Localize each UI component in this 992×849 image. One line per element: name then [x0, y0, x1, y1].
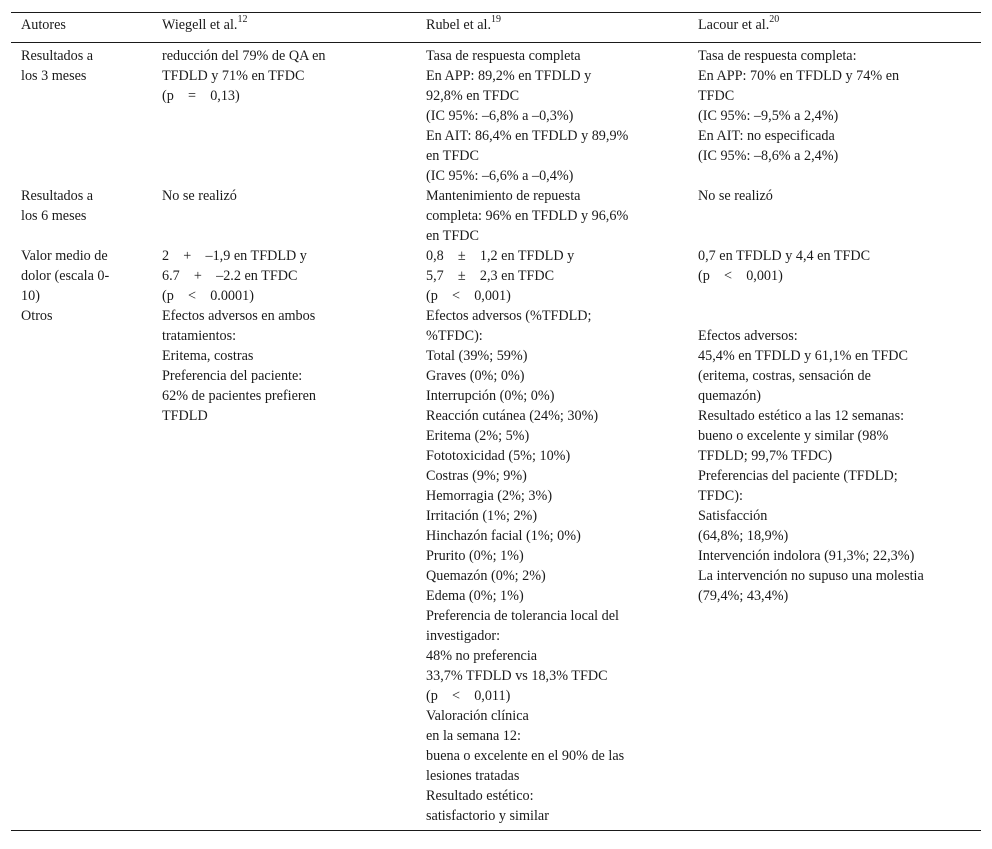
cell-line: TFDLD y 71% en TFDC [162, 68, 305, 84]
cell-line: 48% no preferencia [426, 648, 538, 664]
cell-line: (p < 0.0001) [162, 288, 254, 304]
cell-line: 33,7% TFDLD vs 18,3% TFDC [426, 668, 608, 684]
cell-line: En AIT: 86,4% en TFDLD y 89,9% [426, 128, 629, 144]
ref-superscript: 20 [769, 14, 780, 26]
cell-line: (p < 0,001) [698, 268, 783, 284]
header-lacour: Lacour et al.$^{20}$ [688, 13, 981, 43]
cell-line: Resultados a [21, 188, 94, 204]
lacour-cell [688, 246, 981, 306]
table-row [11, 246, 981, 306]
cell-line: investigador: [426, 628, 501, 644]
cell-line: Eritema (2%; 5%) [426, 428, 530, 444]
cell-line: La intervención no supuso una molestia [698, 568, 924, 584]
wiegell-cell [152, 246, 416, 306]
cell-line: en TFDC [426, 228, 479, 244]
cell-line: Tasa de respuesta completa: [698, 48, 857, 64]
cell-line: 62% de pacientes prefieren [162, 388, 317, 404]
cell-line: TFDLD [162, 408, 208, 424]
cell-line: En AIT: no especificada [698, 128, 835, 144]
cell-line: %TFDC): [426, 328, 483, 344]
cell-line: buena o excelente en el 90% de las [426, 748, 625, 764]
cell-line: Eritema, costras [162, 348, 254, 364]
header-row [11, 13, 981, 43]
cell-line: Tasa de respuesta completa [426, 48, 581, 64]
cell-line: bueno o excelente y similar (98% [698, 428, 889, 444]
cell-line: Costras (9%; 9%) [426, 468, 527, 484]
lacour-cell [688, 186, 981, 246]
row-label-cell [11, 306, 152, 831]
cell-line: No se realizó [698, 188, 773, 204]
lacour-cell [688, 306, 981, 831]
cell-line: TFDC): [698, 488, 743, 504]
row-label-cell [11, 186, 152, 246]
table-row [11, 43, 981, 187]
cell-line: dolor (escala 0- [21, 268, 110, 284]
cell-line: Satisfacción [698, 508, 768, 524]
cell-line: Hinchazón facial (1%; 0%) [426, 528, 581, 544]
cell-line: reducción del 79% de QA en [162, 48, 326, 64]
cell-line: (IC 95%: –6,6% a –0,4%) [426, 168, 574, 184]
cell-line: TFDLD; 99,7% TFDC) [698, 448, 833, 464]
header-autores: Autores [11, 13, 152, 43]
cell-line: tratamientos: [162, 328, 237, 344]
cell-line: Resultado estético: [426, 788, 534, 804]
wiegell-cell [152, 306, 416, 831]
rubel-cell [416, 43, 688, 187]
cell-line: Prurito (0%; 1%) [426, 548, 524, 564]
cell-line: Otros [21, 308, 53, 324]
cell-line: Quemazón (0%; 2%) [426, 568, 546, 584]
cell-line: los 3 meses [21, 68, 87, 84]
header-rubel: Rubel et al.$^{19}$ [416, 13, 688, 43]
cell-line: en TFDC [426, 148, 479, 164]
cell-line: quemazón) [698, 388, 762, 404]
cell-line: satisfactorio y similar [426, 808, 549, 824]
cell-line: completa: 96% en TFDLD y 96,6% [426, 208, 629, 224]
row-label-cell [11, 43, 152, 187]
cell-line: 6.7 + –2.2 en TFDC [162, 268, 298, 284]
cell-line: (eritema, costras, sensación de [698, 368, 871, 384]
cell-line: Hemorragia (2%; 3%) [426, 488, 553, 504]
cell-line: Preferencias del paciente (TFDLD; [698, 468, 898, 484]
cell-line: (IC 95%: –9,5% a 2,4%) [698, 108, 839, 124]
cell-line [698, 306, 975, 326]
cell-line: (IC 95%: –8,6% a 2,4%) [698, 148, 839, 164]
cell-line: (p < 0,001) [426, 288, 511, 304]
cell-line: Preferencia del paciente: [162, 368, 303, 384]
cell-line: Valor medio de [21, 248, 108, 264]
cell-line: 5,7 ± 2,3 en TFDC [426, 268, 555, 284]
cell-line: Reacción cutánea (24%; 30%) [426, 408, 599, 424]
cell-line: lesiones tratadas [426, 768, 520, 784]
row-label-cell [11, 246, 152, 306]
cell-line: (64,8%; 18,9%) [698, 528, 789, 544]
cell-line: Efectos adversos: [698, 328, 798, 344]
cell-line: En APP: 89,2% en TFDLD y [426, 68, 592, 84]
comparison-table [11, 12, 981, 831]
cell-line: 10) [21, 288, 40, 304]
cell-line: (p = 0,13) [162, 88, 240, 104]
cell-line: Fototoxicidad (5%; 10%) [426, 448, 571, 464]
cell-line: TFDC [698, 88, 735, 104]
cell-line: En APP: 70% en TFDLD y 74% en [698, 68, 900, 84]
rubel-cell [416, 246, 688, 306]
rubel-cell [416, 186, 688, 246]
cell-line: Preferencia de tolerancia local del [426, 608, 619, 624]
cell-line: 45,4% en TFDLD y 61,1% en TFDC [698, 348, 908, 364]
cell-line: Edema (0%; 1%) [426, 588, 524, 604]
cell-line: Irritación (1%; 2%) [426, 508, 538, 524]
cell-line: los 6 meses [21, 208, 87, 224]
cell-line: Graves (0%; 0%) [426, 368, 525, 384]
cell-line: Resultado estético a las 12 semanas: [698, 408, 905, 424]
rubel-cell [416, 306, 688, 831]
ref-superscript: 12 [237, 14, 248, 26]
cell-line: Total (39%; 59%) [426, 348, 528, 364]
cell-line: Interrupción (0%; 0%) [426, 388, 555, 404]
cell-line: 0,7 en TFDLD y 4,4 en TFDC [698, 248, 871, 264]
cell-line: 92,8% en TFDC [426, 88, 520, 104]
cell-line: 0,8 ± 1,2 en TFDLD y [426, 248, 575, 264]
cell-line: Resultados a [21, 48, 94, 64]
header-wiegell: Wiegell et al.$^{12}$ [152, 13, 416, 43]
cell-line: No se realizó [162, 188, 237, 204]
cell-line: Efectos adversos (%TFDLD; [426, 308, 592, 324]
ref-superscript: 19 [491, 14, 502, 26]
wiegell-cell [152, 43, 416, 187]
cell-line: Valoración clínica [426, 708, 529, 724]
table-row [11, 186, 981, 246]
table-row [11, 306, 981, 831]
cell-line: (IC 95%: –6,8% a –0,3%) [426, 108, 574, 124]
cell-line: (p < 0,011) [426, 688, 511, 704]
cell-line: Mantenimiento de repuesta [426, 188, 581, 204]
lacour-cell [688, 43, 981, 187]
cell-line: Efectos adversos en ambos [162, 308, 316, 324]
cell-line: (79,4%; 43,4%) [698, 588, 789, 604]
cell-line: en la semana 12: [426, 728, 521, 744]
cell-line: 2 + –1,9 en TFDLD y [162, 248, 307, 264]
wiegell-cell [152, 186, 416, 246]
cell-line: Intervención indolora (91,3%; 22,3%) [698, 548, 915, 564]
